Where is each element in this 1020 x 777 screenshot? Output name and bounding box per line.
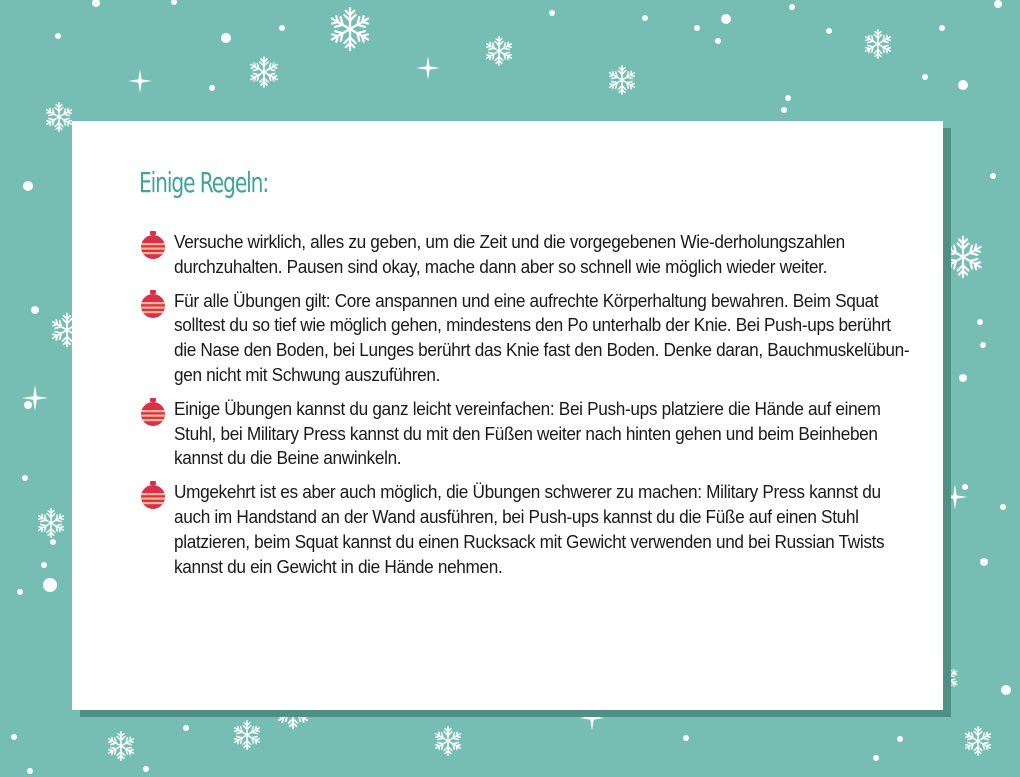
rule-item (139, 230, 899, 280)
rules-list (139, 230, 910, 588)
rule-text: Für alle Übungen gilt: Core anspannen und eine aufrechte Körperhaltung bewahren. Beim Squat solltest du so tief wie möglich gehen, mindestens den Po unterhalb der Knie. Bei Push-ups berührt die Nase den Boden, bei Lunges berührt das Knie fast den Boden. Denke daran, Bauchmuskelübun-gen nicht mit Schwung auszuführen. (174, 289, 910, 385)
christmas-ornament-icon (139, 289, 167, 319)
rule-text: Einige Übungen kannst du ganz leicht vereinfachen: Bei Push-ups platziere die Hände auf einem Stuhl, bei Military Press kannst du mit den Füßen weiter nach hinten gehen und beim Beinheben kannst du die Beine anwinkeln. (174, 397, 881, 469)
christmas-ornament-icon (139, 397, 167, 427)
rule-item (139, 480, 899, 579)
christmas-ornament-icon (139, 230, 167, 260)
christmas-ornament-icon (139, 480, 167, 510)
rule-text: Versuche wirklich, alles zu geben, um die Zeit und die vorgegebenen Wie-derholungszahlen durchzuhalten. Pausen sind okay, mache dann aber so schnell wie möglich wieder weiter. (174, 231, 845, 277)
page-title: Einige Regeln: (139, 166, 269, 199)
rule-text: Umgekehrt ist es aber auch möglich, die Übungen schwerer zu machen: Military Press kannst du auch im Handstand an der Wand ausführen, bei Push-ups kannst du die Füße auf einen Stuhl platzieren, beim Squat kannst du einen Rucksack mit Gewicht verwenden und bei Russian Twists kannst du ein Gewicht in die Hände nehmen. (174, 481, 885, 577)
rule-item (139, 289, 910, 388)
rule-item (139, 397, 899, 471)
